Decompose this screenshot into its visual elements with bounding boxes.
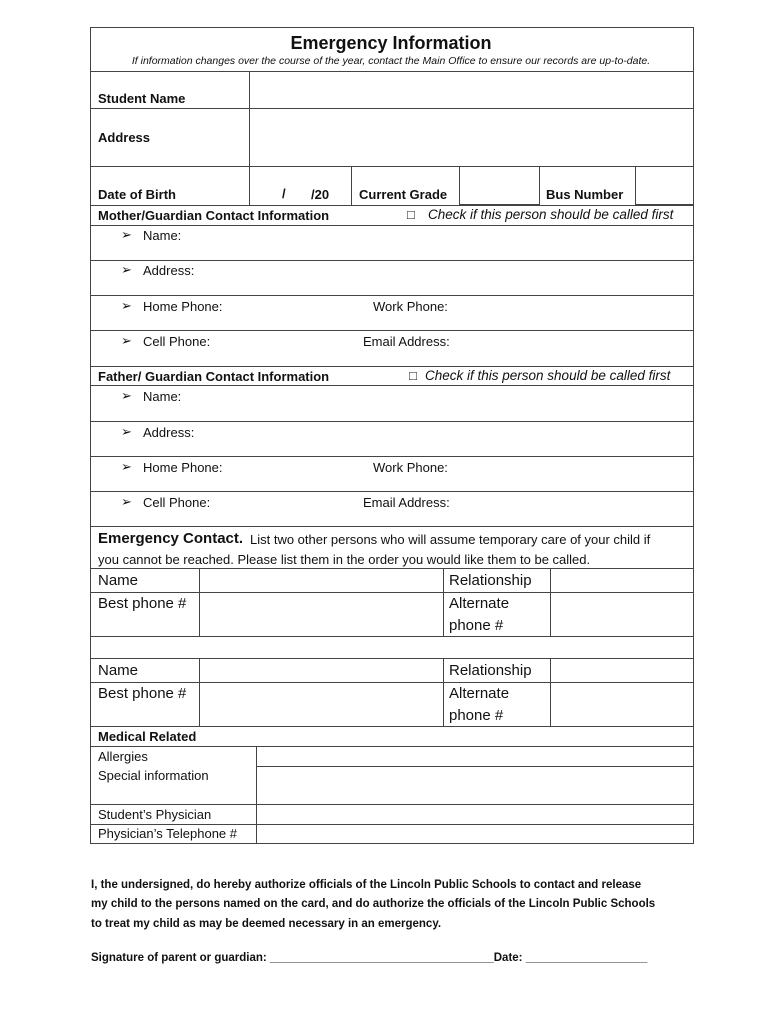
- emergency-heading: Emergency Contact.: [98, 530, 244, 547]
- student-name-label: Student Name: [98, 91, 186, 106]
- mother-work-phone-label: Work Phone:: [373, 299, 448, 314]
- contact2-best-phone-label: Best phone #: [98, 685, 187, 702]
- father-email-label: Email Address:: [363, 495, 450, 510]
- mother-address-label: Address:: [143, 263, 195, 278]
- special-info-label: Special information: [98, 768, 209, 783]
- authorization-line-2: my child to the persons named on the card, and do authorize the officials of the Lincoln Public Schools: [91, 898, 656, 910]
- father-home-phone-label: Home Phone:: [143, 460, 223, 475]
- authorization-line-1: I, the undersigned, do hereby authorize officials of the Lincoln Public Schools to contact and release: [91, 879, 642, 891]
- contact2-name-label: Name: [98, 662, 139, 679]
- father-work-phone-label: Work Phone:: [373, 460, 448, 475]
- physician-field[interactable]: [256, 804, 694, 824]
- current-grade-label: Current Grade: [359, 187, 448, 202]
- mother-home-phone-label: Home Phone:: [143, 299, 223, 314]
- father-cell-phone-label: Cell Phone:: [143, 495, 211, 510]
- medical-heading: Medical Related: [98, 729, 197, 744]
- form-title: Emergency Information: [290, 33, 492, 53]
- special-info-field[interactable]: [256, 766, 694, 804]
- contact2-relationship-label: Relationship: [449, 662, 532, 679]
- mother-name-label: Name:: [143, 228, 182, 243]
- dob-field[interactable]: [249, 166, 351, 205]
- mother-name-field[interactable]: [90, 225, 694, 261]
- father-address-label: Address:: [143, 425, 195, 440]
- physician-phone-label: Physician’s Telephone #: [98, 826, 238, 841]
- signature-line[interactable]: Signature of parent or guardian: ___________________________________Date: ___________________: [91, 952, 648, 964]
- form-subtitle: If information changes over the course of the year, contact the Main Office to ensure our records are up-to-date.: [131, 55, 651, 67]
- mother-checkbox[interactable]: □: [407, 207, 415, 222]
- bullet-icon: ➢: [121, 388, 132, 403]
- bullet-icon: ➢: [121, 333, 132, 348]
- bus-number-field[interactable]: [635, 166, 694, 205]
- current-grade-field[interactable]: [459, 166, 540, 205]
- contact1-best-phone-field[interactable]: [199, 592, 443, 636]
- student-address-field[interactable]: [249, 108, 694, 167]
- student-name-field[interactable]: [249, 71, 694, 109]
- contact1-relationship-field[interactable]: [550, 568, 694, 592]
- contact1-best-phone-label: Best phone #: [98, 595, 187, 612]
- mother-cell-phone-label: Cell Phone:: [143, 334, 211, 349]
- bullet-icon: ➢: [121, 227, 132, 242]
- bullet-icon: ➢: [121, 424, 132, 439]
- contact1-alternate-phone-field[interactable]: [550, 592, 694, 636]
- bullet-icon: ➢: [121, 298, 132, 313]
- allergies-label: Allergies: [98, 749, 148, 764]
- contact2-best-phone-field[interactable]: [199, 682, 443, 726]
- father-name-label: Name:: [143, 389, 182, 404]
- father-check-label: Check if this person should be called first: [425, 368, 671, 383]
- bullet-icon: ➢: [121, 262, 132, 277]
- contact2-name-field[interactable]: [199, 658, 443, 682]
- contact1-name-label: Name: [98, 572, 139, 589]
- emergency-instructions-1: List two other persons who will assume temporary care of your child if: [250, 532, 651, 547]
- contact1-relationship-label: Relationship: [449, 572, 532, 589]
- contact1-name-field[interactable]: [199, 568, 443, 592]
- address-label: Address: [98, 130, 151, 145]
- bullet-icon: ➢: [121, 494, 132, 509]
- contact2-phone-hash-label: phone #: [449, 707, 504, 724]
- contact1-alternate-label: Alternate: [449, 595, 510, 612]
- bus-number-label: Bus Number: [546, 187, 624, 202]
- bullet-icon: ➢: [121, 459, 132, 474]
- dob-label: Date of Birth: [98, 187, 176, 202]
- contact2-alternate-label: Alternate: [449, 685, 510, 702]
- dob-year: /20: [311, 187, 330, 202]
- father-heading: Father/ Guardian Contact Information: [98, 369, 330, 384]
- mother-check-label: Check if this person should be called first: [428, 207, 674, 222]
- father-checkbox[interactable]: □: [409, 368, 417, 383]
- contact2-alternate-phone-field[interactable]: [550, 682, 694, 726]
- physician-phone-field[interactable]: [256, 824, 694, 844]
- authorization-line-3: to treat my child as may be deemed necessary in an emergency.: [91, 918, 442, 930]
- mother-heading: Mother/Guardian Contact Information: [98, 208, 330, 223]
- dob-slash: /: [282, 186, 286, 201]
- contact1-phone-hash-label: phone #: [449, 617, 504, 634]
- emergency-instructions-2: you cannot be reached. Please list them in the order you would like them to be called.: [98, 552, 591, 567]
- contact2-relationship-field[interactable]: [550, 658, 694, 682]
- physician-label: Student’s Physician: [98, 807, 212, 822]
- mother-email-label: Email Address:: [363, 334, 450, 349]
- allergies-field[interactable]: [256, 746, 694, 766]
